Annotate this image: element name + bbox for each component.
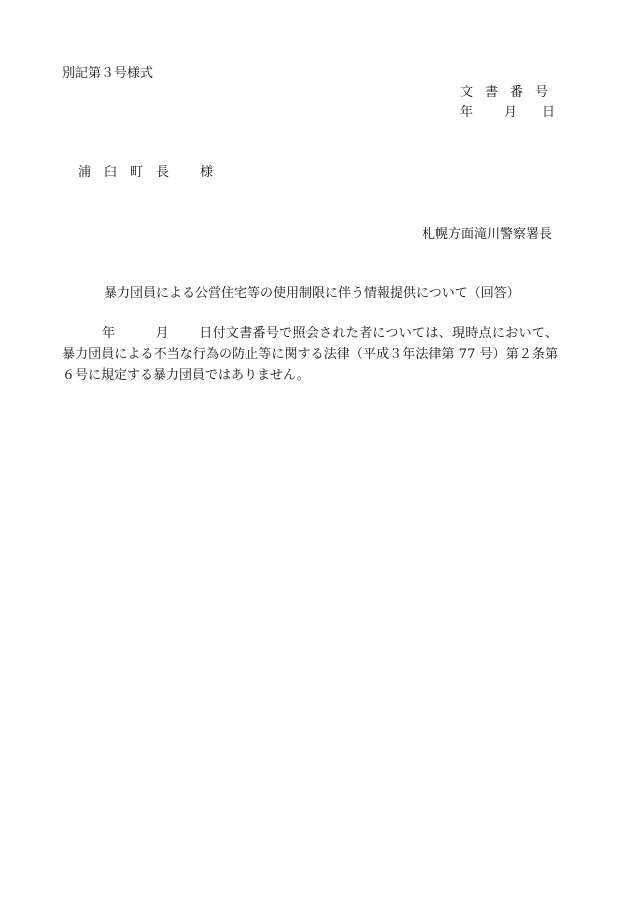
date-year-label: 年: [460, 105, 474, 120]
addressee: [78, 164, 226, 182]
body-month-label: 月: [155, 326, 169, 341]
document-body: [62, 323, 558, 386]
addressee-name: 浦臼町長: [78, 165, 183, 180]
document-subject: 暴力団員による公営住宅等の使用制限に伴う情報提供について（回答）: [104, 286, 520, 301]
sender: 札幌方面滝川警察署長: [422, 227, 553, 242]
form-label: 別記第３号様式: [62, 66, 154, 81]
date-line: [460, 104, 555, 122]
date-day-label: 日: [542, 105, 556, 120]
document-number-label: 文書番号: [460, 85, 561, 100]
body-year-label: 年: [102, 326, 116, 341]
addressee-honorific: 様: [200, 165, 227, 180]
date-month-label: 月: [504, 105, 518, 120]
body-text: 日付文書番号で照会された者については、現時点において、暴力団員による不当な行為の防止等に関する法律（平成３年法律第 77 号）第２条第６号に規定する暴力団員ではありません。: [62, 326, 558, 383]
